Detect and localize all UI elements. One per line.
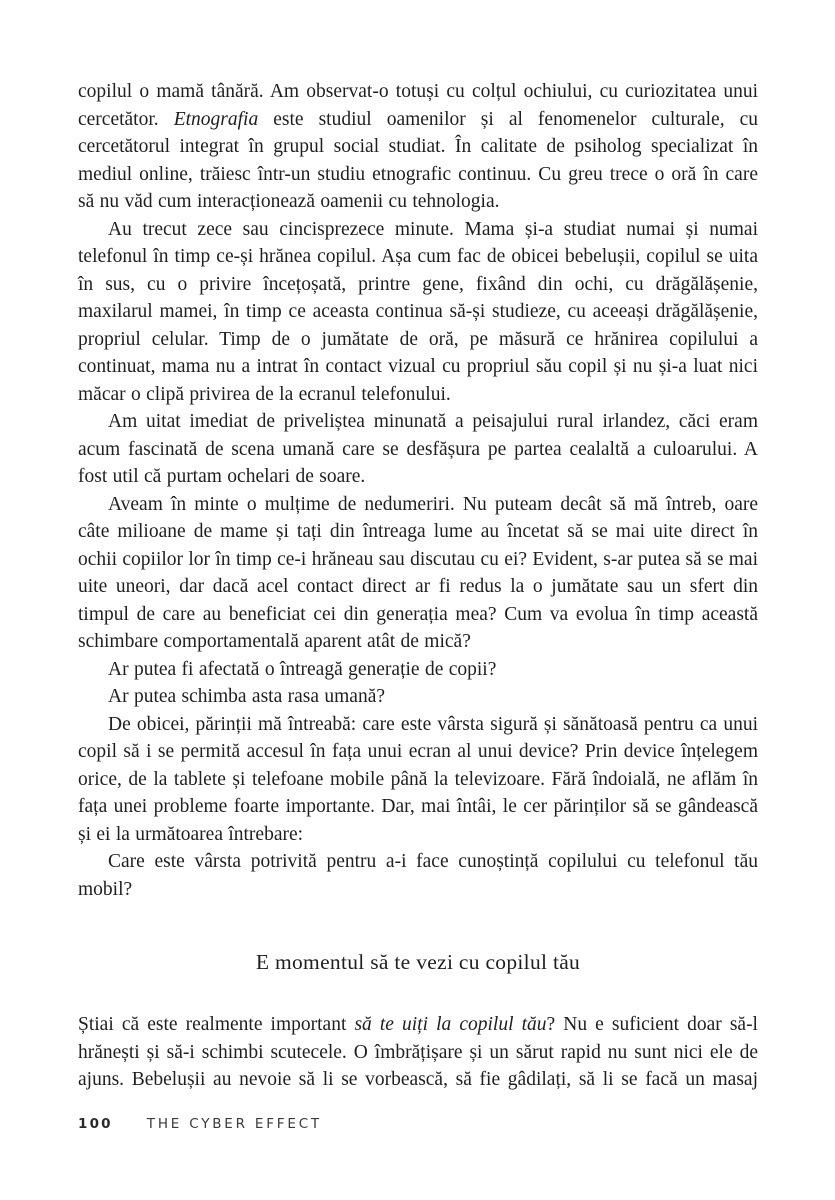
running-title: THE CYBER EFFECT	[146, 1116, 322, 1132]
page-footer	[78, 1116, 322, 1132]
paragraph: Ar putea fi afectată o întreagă generație de copii?	[108, 658, 497, 680]
page-number: 100	[78, 1116, 113, 1132]
paragraph: Știai că este realmente important să te uiți la copilul tău? Nu e suficient doar să-l hrănești și să-i schimbi scutecele. O îmbrățișare și un sărut rapid nu sunt nici ele de ajuns. Bebelușii au nevoie să li se vorbească, să fie gâdilați, să li se facă un masaj	[78, 1014, 758, 1090]
paragraph: Care este vârsta potrivită pentru a-i face cunoștință copilului cu telefonul tău mobil?	[78, 851, 758, 900]
paragraph: Ar putea schimba asta rasa umană?	[108, 686, 386, 707]
section-heading: E momentul să te vezi cu copilul tău	[255, 950, 581, 974]
paragraph: De obicei, părinții mă întreabă: care este vârsta sigură și sănătoasă pentru ca unui copil să i se permită accesul în fața unui ecran al unui device? Prin device înțelegem orice, de la tablete și telefoane mobile până la televizoare. Fără îndoială, ne aflăm în fața unei probleme foarte importante. Dar, mai întâi, le cer părinților să se gândească și ei la următoarea întrebare:	[78, 713, 758, 845]
paragraph: Au trecut zece sau cincisprezece minute. Mama și-a studiat numai și numai telefonul în timp ce-și hrănea copilul. Așa cum fac de obicei bebelușii, copilul se uita în sus, cu o privire încețoșată, printre gene, fixând din ochi, cu drăgălășenie, maxilarul mamei, în timp ce aceasta continua să-și studieze, cu aceeași drăgălășenie, propriul celular. Timp de o jumătate de oră, pe măsură ce hrănirea copilului a continuat, mama nu a intrat în contact vizual cu propriul său copil și nu și-a luat nici măcar o clipă privirea de la ecranul telefonului.	[78, 218, 758, 405]
page-body	[78, 78, 758, 1094]
paragraph: Am uitat imediat de priveliștea minunată a peisajului rural irlandez, căci eram acum fascinată de scena umană care se desfășura pe partea cealaltă a culoarului. A fost util că purtam ochelari de soare.	[78, 411, 758, 487]
paragraph: Aveam în minte o mulțime de nedumeriri. Nu puteam decât să mă întreb, oare câte milioane de mame și tați din întreaga lume au încetat să se mai uite direct în ochii copiilor lor în timp ce-i hrăneau sau discutau cu ei? Evident, s-ar putea să se mai uite uneori, dar dacă acel contact direct ar fi redus la o jumătate sau un sfert din timpul de care au beneficiat cei din generația mea? Cum va evolua în timp această schimbare comportamentală aparent atât de mică?	[78, 493, 758, 652]
paragraph: copilul o mamă tânără. Am observat-o totuși cu colțul ochiului, cu curiozitatea unui cercetător. Etnografia este studiul oamenilor și al fenomenelor culturale, cu cercetătorul integrat în grupul social studiat. În calitate de psiholog specializat în mediul online, trăiesc într-un studiu etnografic continuu. Cu greu trece o oră în care să nu văd cum interacționează oamenii cu tehnologia.	[78, 81, 758, 212]
